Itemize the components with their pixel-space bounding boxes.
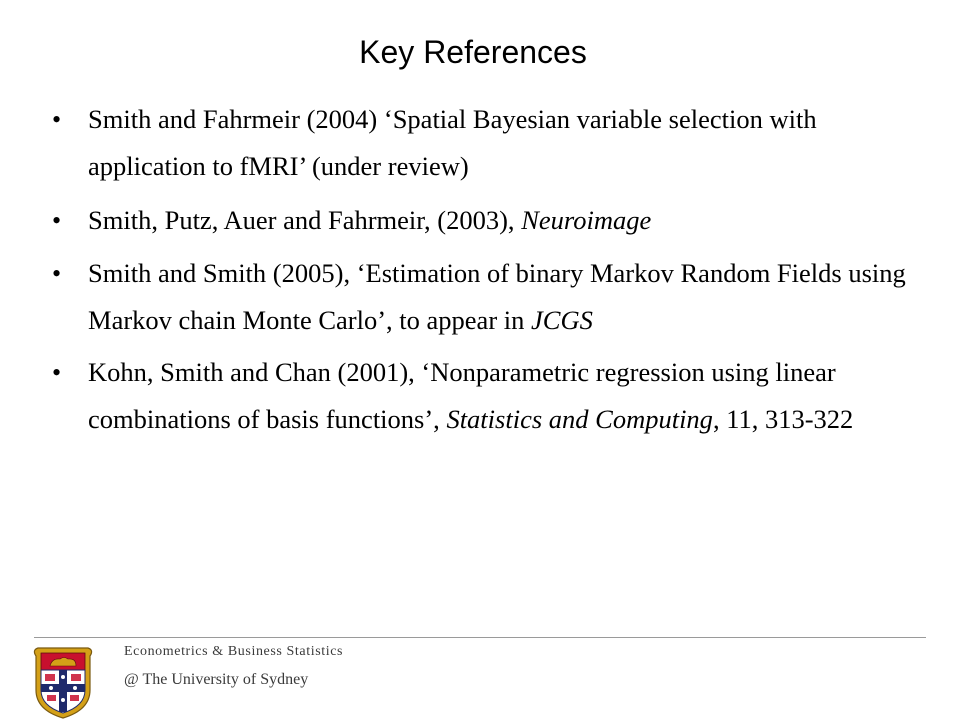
reference-text (88, 357, 853, 434)
reference-text (88, 205, 651, 235)
journal-name: Neuroimage (521, 205, 652, 235)
journal-name: Statistics and Computing (446, 404, 713, 434)
reference-list (52, 96, 922, 450)
journal-name: JCGS (531, 305, 593, 335)
reference-segment: Smith and Smith (2005), ‘Estimation of binary Markov Random Fields using Markov chain Monte Carlo’, to appear in (88, 258, 906, 335)
reference-segment: Smith, Putz, Auer and Fahrmeir, (2003), (88, 205, 522, 235)
university-crest-icon (30, 646, 96, 720)
reference-item (52, 197, 922, 244)
reference-item (52, 349, 922, 443)
reference-segment: , 11, 313-322 (712, 404, 854, 434)
slide-title: Key References (359, 34, 587, 70)
footer-department: Econometrics & Business Statistics (124, 644, 344, 659)
bullet-icon: • (52, 259, 62, 288)
bullet-icon: • (52, 105, 62, 134)
reference-item (52, 96, 922, 190)
bullet-icon: • (52, 358, 62, 387)
reference-item (52, 250, 922, 344)
bullet-icon: • (52, 206, 62, 235)
footer-university: @ The University of Sydney (124, 671, 309, 688)
footer-divider (34, 637, 926, 638)
reference-text (88, 104, 817, 181)
reference-segment: Kohn, Smith and Chan (2001), ‘Nonparametric regression using linear combinations of basis functions’, (88, 357, 836, 434)
reference-segment: Smith and Fahrmeir (2004) ‘Spatial Bayesian variable selection with application to fMRI’ (under review) (88, 104, 817, 181)
reference-text (88, 258, 906, 335)
